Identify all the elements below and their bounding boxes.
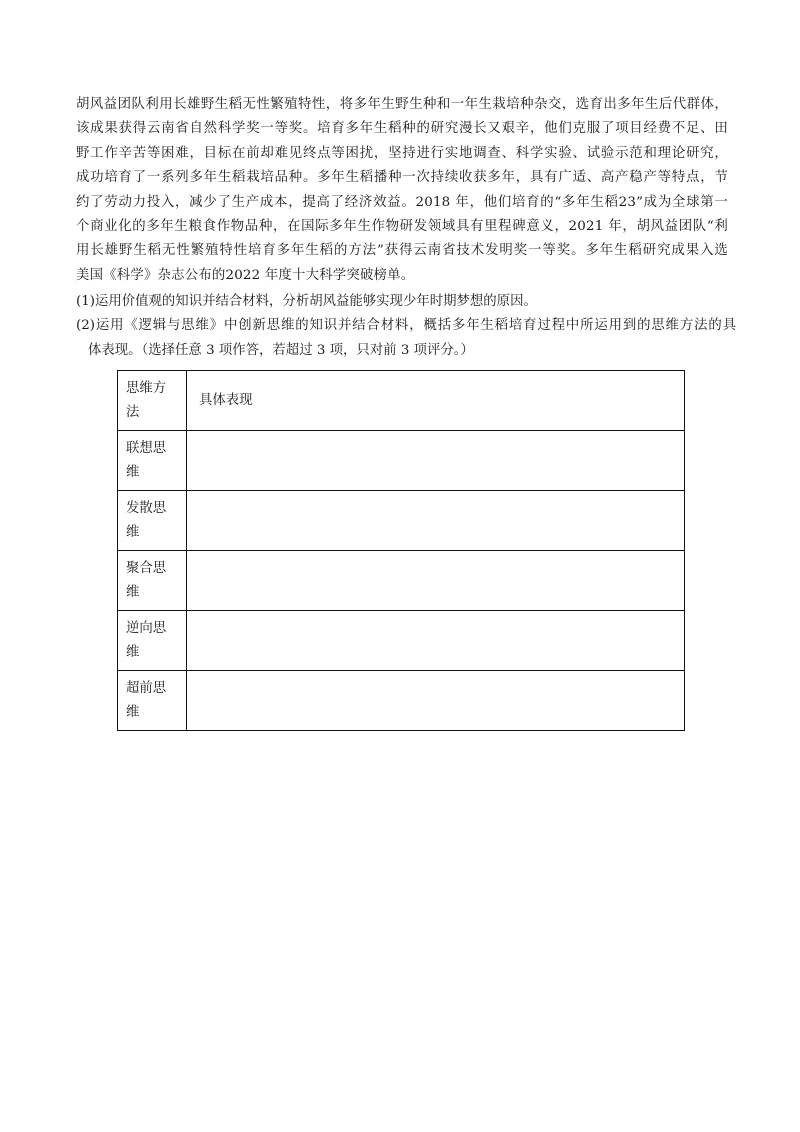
method-line1: 逆向思 bbox=[126, 620, 167, 636]
method-line2: 维 bbox=[126, 584, 140, 600]
material-line: 野工作辛苦等困难，目标在前却难见终点等困扰，坚持进行实地调查、科学实验、试验示范和理论研究， bbox=[76, 145, 728, 161]
method-line2: 维 bbox=[126, 524, 140, 540]
question-2: (2)运用《逻辑与思维》中创新思维的知识并结合材料，概括多年生稻培育过程中所运用到的思维方法的具 bbox=[76, 318, 736, 334]
question-2-continued: 体表现。（选择任意 3 项作答，若超过 3 项，只对前 3 项评分。） bbox=[88, 342, 474, 358]
answer-table bbox=[117, 370, 685, 731]
method-line1: 联想思 bbox=[126, 440, 167, 456]
table-row bbox=[118, 611, 685, 671]
table-row bbox=[118, 491, 685, 551]
answer-cell[interactable] bbox=[187, 551, 685, 611]
table-row bbox=[118, 431, 685, 491]
method-line2: 维 bbox=[126, 644, 140, 660]
header-method-cell bbox=[118, 371, 187, 431]
material-paragraph bbox=[76, 93, 728, 288]
method-line1: 发散思 bbox=[126, 500, 167, 516]
method-cell bbox=[118, 671, 187, 731]
material-line: 用长雄野生稻无性繁殖特性培育多年生稻的方法”获得云南省技术发明奖一等奖。多年生稻研究成果入选 bbox=[76, 243, 728, 259]
answer-cell[interactable] bbox=[187, 431, 685, 491]
method-line1: 超前思 bbox=[126, 680, 167, 696]
method-cell bbox=[118, 431, 187, 491]
material-line: 胡风益团队利用长雄野生稻无性繁殖特性，将多年生野生种和一年生栽培种杂交，选育出多年生后代群体， bbox=[76, 97, 728, 112]
method-cell bbox=[118, 491, 187, 551]
material-line: 该成果获得云南省自然科学奖一等奖。培育多年生稻种的研究漫长又艰辛，他们克服了项目经费不足、田 bbox=[76, 121, 728, 137]
table-row bbox=[118, 671, 685, 731]
answer-cell[interactable] bbox=[187, 491, 685, 551]
material-line: 约了劳动力投入，减少了生产成本，提高了经济效益。2018 年，他们培育的“多年生稻23”成为全球第一 bbox=[76, 194, 728, 210]
question-1: (1)运用价值观的知识并结合材料，分析胡风益能够实现少年时期梦想的原因。 bbox=[76, 294, 537, 309]
table-row bbox=[118, 551, 685, 611]
answer-cell[interactable] bbox=[187, 611, 685, 671]
answer-cell[interactable] bbox=[187, 671, 685, 731]
method-cell bbox=[118, 611, 187, 671]
header-detail-cell: 具体表现 bbox=[187, 371, 685, 431]
header-method-line1: 思维方 bbox=[126, 380, 167, 396]
table-header-row bbox=[118, 371, 685, 431]
material-line: 成功培育了一系列多年生稻栽培品种。多年生稻播种一次持续收获多年，具有广适、高产稳产等特点，节 bbox=[76, 170, 728, 186]
header-method-line2: 法 bbox=[126, 404, 140, 420]
material-line: 美国《科学》杂志公布的2022 年度十大科学突破榜单。 bbox=[76, 267, 415, 283]
method-cell bbox=[118, 551, 187, 611]
material-line: 个商业化的多年生粮食作物品种，在国际多年生作物研发领域具有里程碑意义，2021 年，胡风益团队“利 bbox=[76, 218, 728, 234]
method-line2: 维 bbox=[126, 704, 140, 720]
questions-block bbox=[76, 290, 736, 363]
method-line2: 维 bbox=[126, 464, 140, 480]
method-line1: 聚合思 bbox=[126, 560, 167, 576]
